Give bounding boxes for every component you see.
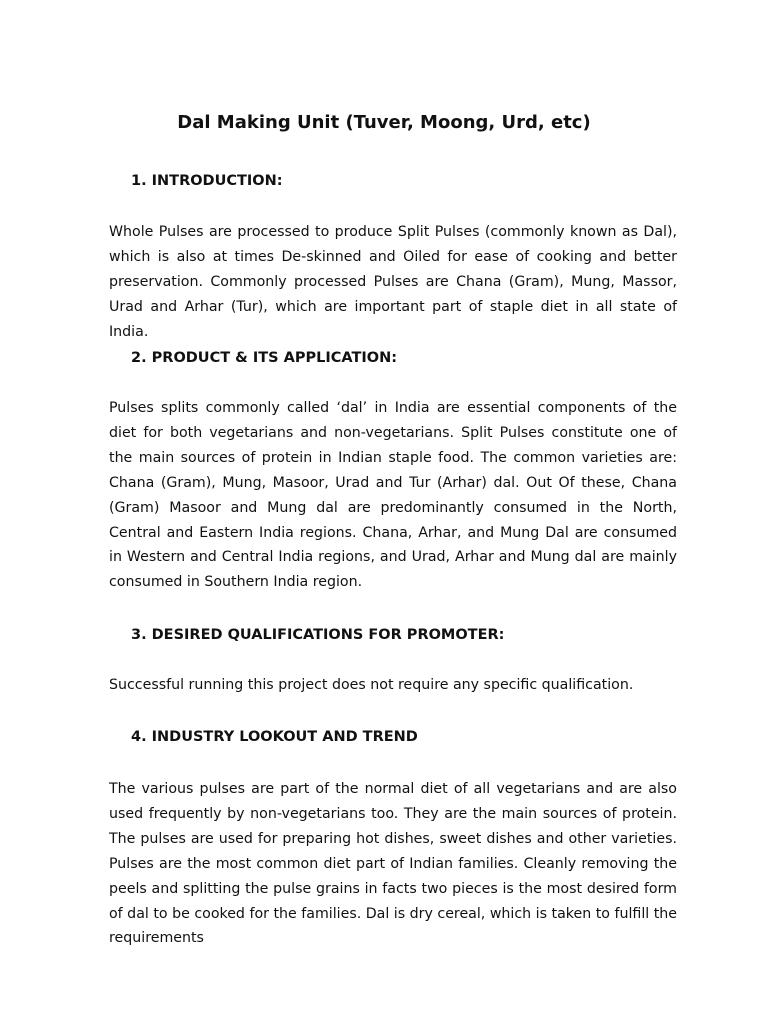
section-heading-industry-lookout: 4. INDUSTRY LOOKOUT AND TREND [131,729,418,745]
section-body-industry-lookout: The various pulses are part of the normal diet of all vegetarians and are also used frequently by non-vegetarians too. They are the main sources of protein. The pulses are used for preparing hot dishes, sweet dishes and other varieties. Pulses are the most common diet part of Indian families. Cleanly removing the peels and splitting the pulse grains in facts two pieces is the most desired form of dal to be cooked for the families. Dal is dry cereal, which is taken to fulfill the requirements [109,781,677,947]
section-body-qualifications: Successful running this project does not require any specific qualification. [109,677,634,693]
section-heading-product-application: 2. PRODUCT & ITS APPLICATION: [131,350,398,366]
document-title: Dal Making Unit (Tuver, Moong, Urd, etc) [177,112,591,133]
section-heading-qualifications: 3. DESIRED QUALIFICATIONS FOR PROMOTER: [131,627,505,643]
section-heading-introduction: 1. INTRODUCTION: [131,173,283,189]
section-body-product-application: Pulses splits commonly called ‘dal’ in India are essential components of the diet for both vegetarians and non-vegetarians. Split Pulses constitute one of the main sources of protein in Indian staple food. The common varieties are: Chana (Gram), Mung, Masoor, Urad and Tur (Arhar) dal. Out Of these, Chana (Gram) Masoor and Mung dal are predominantly consumed in the North, Central and Eastern India regions. Chana, Arhar, and Mung Dal are consumed in Western and Central India regions, and Urad, Arhar and Mung dal are mainly consumed in Southern India region. [109,400,677,591]
section-body-introduction: Whole Pulses are processed to produce Split Pulses (commonly known as Dal), which is also at times De-skinned and Oiled for ease of cooking and better preservation. Commonly processed Pulses are Chana (Gram), Mung, Massor, Urad and Arhar (Tur), which are important part of staple diet in all state of India. [109,224,677,340]
